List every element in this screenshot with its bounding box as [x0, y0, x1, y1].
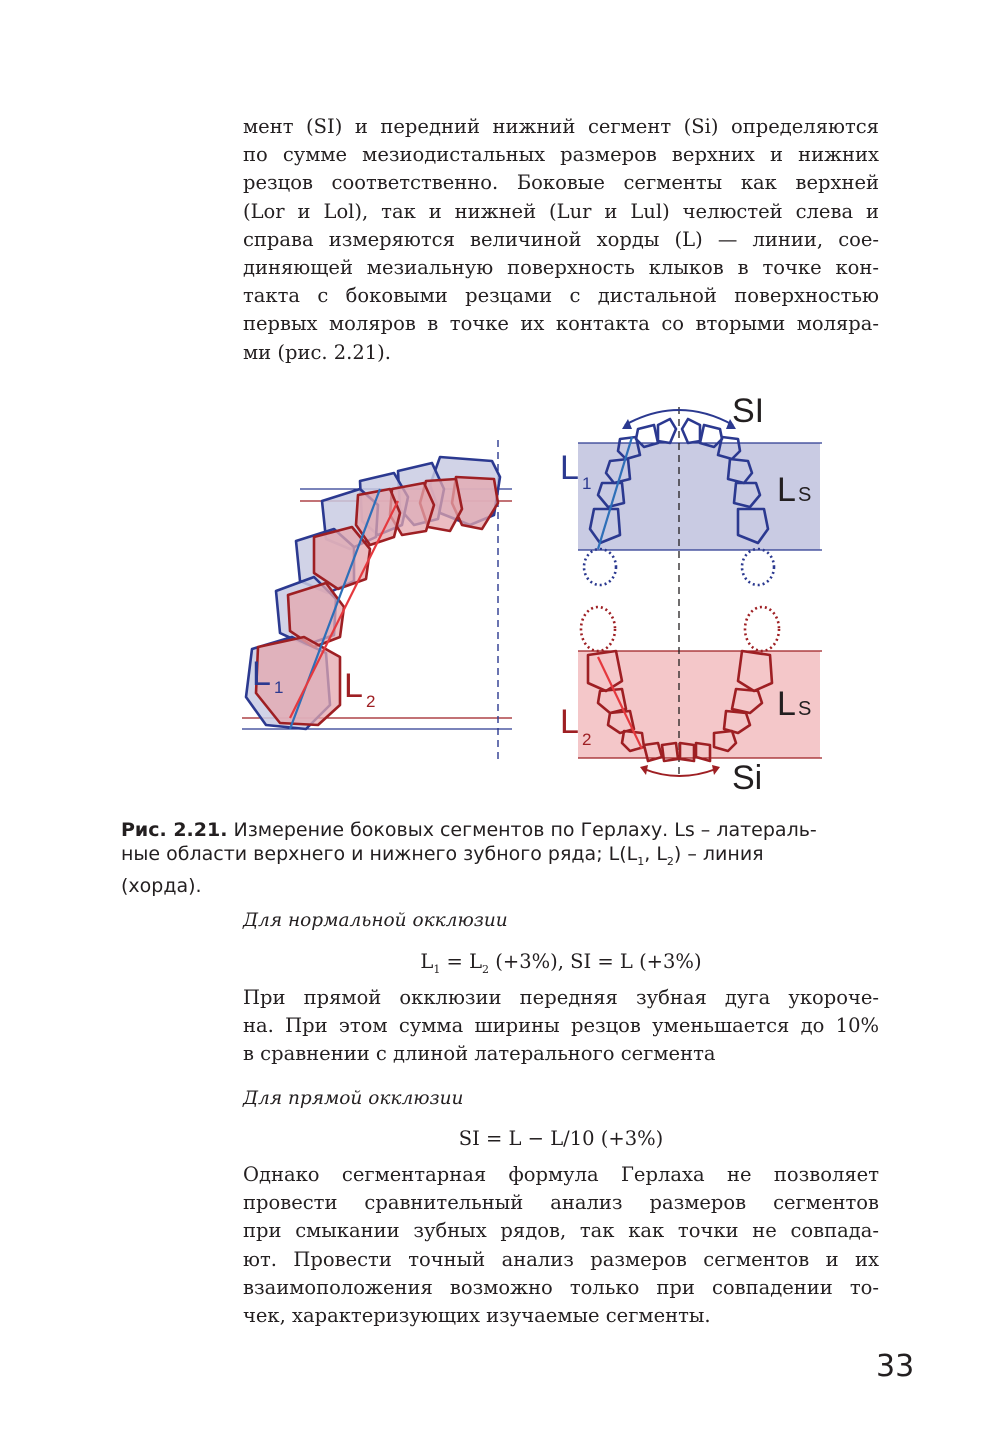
label-lower-L2-sub: 2: [582, 730, 592, 749]
section-heading-direct: Для прямой окклюзии: [243, 1088, 464, 1109]
text-line: в сравнении с длиной латерального сегмента: [243, 1042, 716, 1066]
text-line: провести сравнительный анализ размеров сегментов: [243, 1191, 879, 1215]
text-line: резцов соответственно. Боковые сегменты как верхней: [243, 171, 879, 195]
section-heading-normal: Для нормальной окклюзии: [243, 910, 508, 931]
figure-caption: [121, 818, 881, 898]
text-line: ют. Провести точный анализ размеров сегментов и их: [243, 1247, 879, 1271]
label-L1: L: [252, 655, 271, 693]
caption-sub: 1: [637, 854, 645, 868]
label-SI: SI: [732, 392, 765, 430]
caption-sub: 2: [666, 854, 674, 868]
text-line: Однако сегментарная формула Герлаха не позволяет: [243, 1163, 879, 1186]
formula-part: = L: [440, 950, 483, 973]
label-upper-Ls-sub: S: [798, 484, 812, 506]
label-lower-Ls-sub: S: [798, 698, 812, 720]
text-line: первых моляров в точке их контакта со вторыми моляра-: [243, 312, 879, 336]
text-line: справа измеряются величиной хорды (L) — линии, сое-: [243, 227, 879, 251]
label-L1-sub: 1: [274, 678, 284, 697]
text-line: (Lor и Lol), так и нижней (Lur и Lul) челюстей слева и: [243, 199, 879, 223]
dental-arch-diagram: [230, 385, 870, 805]
left-segment-diagram: [242, 440, 512, 760]
caption-text: ные области верхнего и нижнего зубного ряда; L(L: [121, 843, 638, 865]
formula-direct: SI = L − L/10 (+3%): [458, 1127, 664, 1150]
label-upper-L1: L: [560, 449, 579, 487]
text-line: на. При этом сумма ширины резцов уменьшается до 10%: [243, 1014, 879, 1038]
text-line: взаимоположения возможно только при совпадении то-: [243, 1275, 879, 1299]
label-lower-L2: L: [560, 703, 579, 741]
text-line: по сумме мезиодистальных размеров верхних и нижних: [243, 143, 879, 167]
caption-text: ) – линия: [673, 843, 764, 865]
formula-sub: 1: [433, 962, 441, 976]
text-line: диняющей мезиальную поверхность клыков в точке кон-: [243, 256, 879, 280]
formula-normal: [243, 950, 879, 976]
caption-line-1: [121, 818, 881, 842]
text-line: При прямой окклюзии передняя зубная дуга укороче-: [243, 986, 879, 1009]
label-upper-L1-sub: 1: [582, 474, 592, 493]
paragraph-top: [243, 113, 879, 367]
paragraph-mid: [243, 984, 879, 1069]
formula-part: (+3%), SI = L (+3%): [489, 950, 702, 973]
text-line: такта с боковыми резцами с дистальной поверхностью: [243, 284, 879, 308]
label-upper-Ls: L: [777, 471, 796, 509]
label-Si: Si: [732, 759, 763, 797]
text-line: мент (SI) и передний нижний сегмент (Si) определяются: [243, 115, 879, 138]
text-line: при смыкании зубных рядов, так как точки не совпада-: [243, 1219, 879, 1243]
label-lower-Ls: L: [777, 685, 796, 723]
formula-part: L: [420, 950, 434, 973]
formula-sub: 2: [482, 962, 490, 976]
right-arch-diagram: [560, 392, 822, 797]
caption-line-2: [121, 842, 881, 874]
page-number: 33: [876, 1349, 915, 1384]
caption-text: Измерение боковых сегментов по Герлаху. Ls – латераль-: [227, 819, 817, 841]
paragraph-bottom: [243, 1161, 879, 1330]
caption-text: , L: [644, 843, 667, 865]
text-line: ми (рис. 2.21).: [243, 340, 391, 364]
figure-2-21: [230, 385, 870, 805]
text-line: чек, характеризующих изучаемые сегменты.: [243, 1304, 711, 1328]
label-L2: L: [344, 667, 363, 705]
caption-label: Рис. 2.21.: [121, 819, 228, 841]
label-L2-sub: 2: [366, 692, 376, 711]
caption-line-3: (хорда).: [121, 874, 202, 897]
